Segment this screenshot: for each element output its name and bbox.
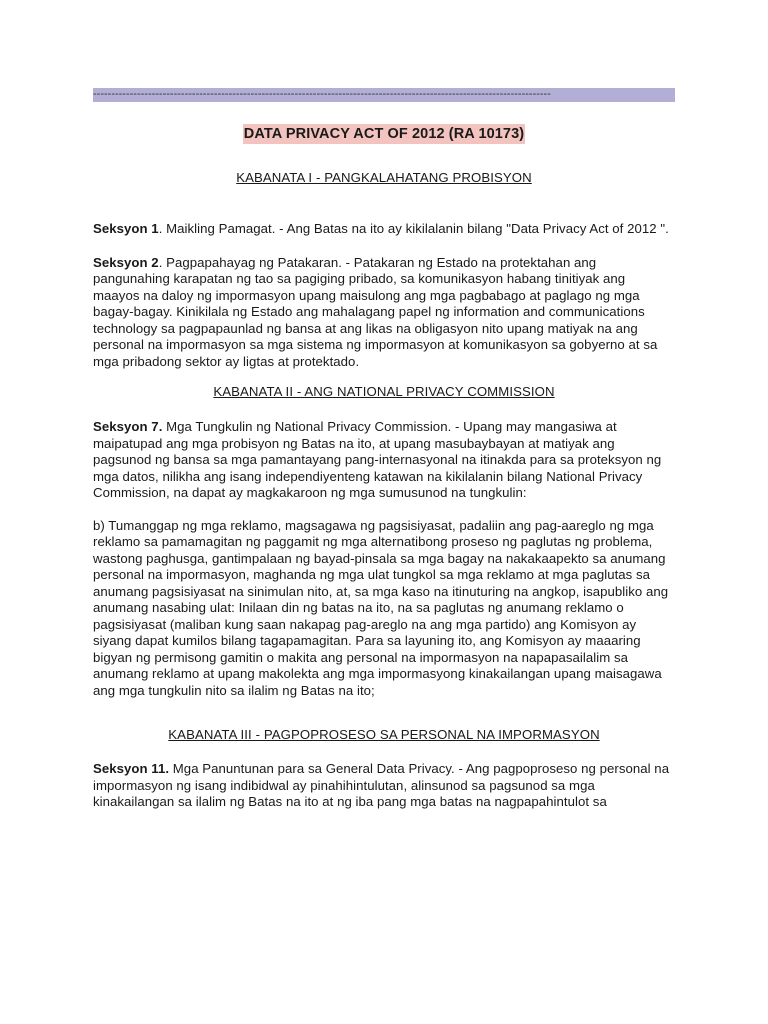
- section-11-text: Mga Panuntunan para sa General Data Privacy. - Ang pagpoproseso ng personal na impormasyon ng isang indibidwal ay pinahihintulutan, alinsunod sa pagsunod sa mga kinakailangan sa ilalim ng Batas na ito at ng iba pang mga batas na nagpapahintulot sa: [93, 761, 670, 809]
- section-7: [93, 419, 675, 502]
- section-7-label: Seksyon 7.: [93, 419, 163, 434]
- section-7-text: Mga Tungkulin ng National Privacy Commission. - Upang may mangasiwa at maipatupad ang mga probisyon ng Batas na ito, at upang masubaybayan at matiyak ang pagsunod ng bansa sa mga pamantayang pang-internasyonal na itinakda para sa proteksyon ng mga datos, nilikha ang isang independiyenteng katawan na kikilalanin bilang National Privacy Commission, na dapat ay magkakaroon ng mga sumusunod na tungkulin:: [93, 419, 662, 500]
- section-1-text: . Maikling Pamagat. - Ang Batas na ito ay kikilalanin bilang "Data Privacy Act of 2012 ".: [158, 221, 669, 236]
- title-container: [93, 124, 675, 146]
- section-7-item-b: b) Tumanggap ng mga reklamo, magsagawa ng pagsisiyasat, padaliin ang pag-aareglo ng mga reklamo sa pamamagitan ng paggamit ng mga alternatibong proseso ng paglutas ng problema, wastong paghusga, gantimpalaan ng bayad-pinsala sa mga bagay na nakakaapekto sa anumang personal na impormasyon, maghanda ng mga ulat tungkol sa mga reklamo at mga paglutas sa anumang pagsisiyasat na sinimulan nito, at, sa mga kaso na itinuturing na angkop, isapubliko ang anumang nasabing ulat: Inilaan din ng batas na ito, na sa paglutas ng anumang reklamo o pagsisiyasat (maliban kung saan nakapag pag-areglo na ang mga partido) ang Komisyon ay siyang dapat kumilos bilang tagapamagitan. Para sa layuning ito, ang Komisyon ay maaaring bigyan ng permisong gamitin o makita ang personal na impormasyon na napapasailalim sa anumang reklamo at upang makolekta ang mga impormasyong kinakailangan upang maisagawa ang mga tungkulin nito sa ilalim ng Batas na ito;: [93, 517, 669, 698]
- section-1: [93, 221, 675, 238]
- header-divider: -----------------------------------------------------------------------------------------------------------------------------: [93, 88, 675, 102]
- chapter-1-heading: KABANATA I - PANGKALAHATANG PROBISYON: [236, 170, 532, 185]
- document-title: DATA PRIVACY ACT OF 2012 (RA 10173): [243, 126, 525, 142]
- section-2-label: Seksyon 2: [93, 254, 159, 270]
- section-2: [93, 255, 675, 371]
- chapter-2-heading: KABANATA II - ANG NATIONAL PRIVACY COMMISSION: [213, 384, 555, 399]
- section-11: [93, 761, 675, 811]
- section-1-label: Seksyon 1: [93, 221, 159, 236]
- section-2-text: . Pagpapahayag ng Patakaran. - Patakaran ng Estado na protektahan ang pangunahing karapatan ng tao sa pagiging pribado, sa komunikasyon habang tinitiyak ang maayos na daloy ng impormasyon upang maisulong ang mga pagbabago at paglago ng mga bagay-bagay. Kinikilala ng Estado ang mahalagang papel ng information and communications technology sa pagpapaunlad ng bansa at ang likas na obligasyon nito upang matiyak na ang personal na impormasyon sa mga sistema ng impormasyon at komunikasyon sa gobyerno at sa mga pribadong sektor ay ligtas at protektado.: [93, 254, 658, 369]
- chapter-3-heading: KABANATA III - PAGPOPROSESO SA PERSONAL NA IMPORMASYON: [168, 727, 600, 742]
- section-11-label: Seksyon 11.: [93, 761, 170, 776]
- document-page: [93, 88, 675, 811]
